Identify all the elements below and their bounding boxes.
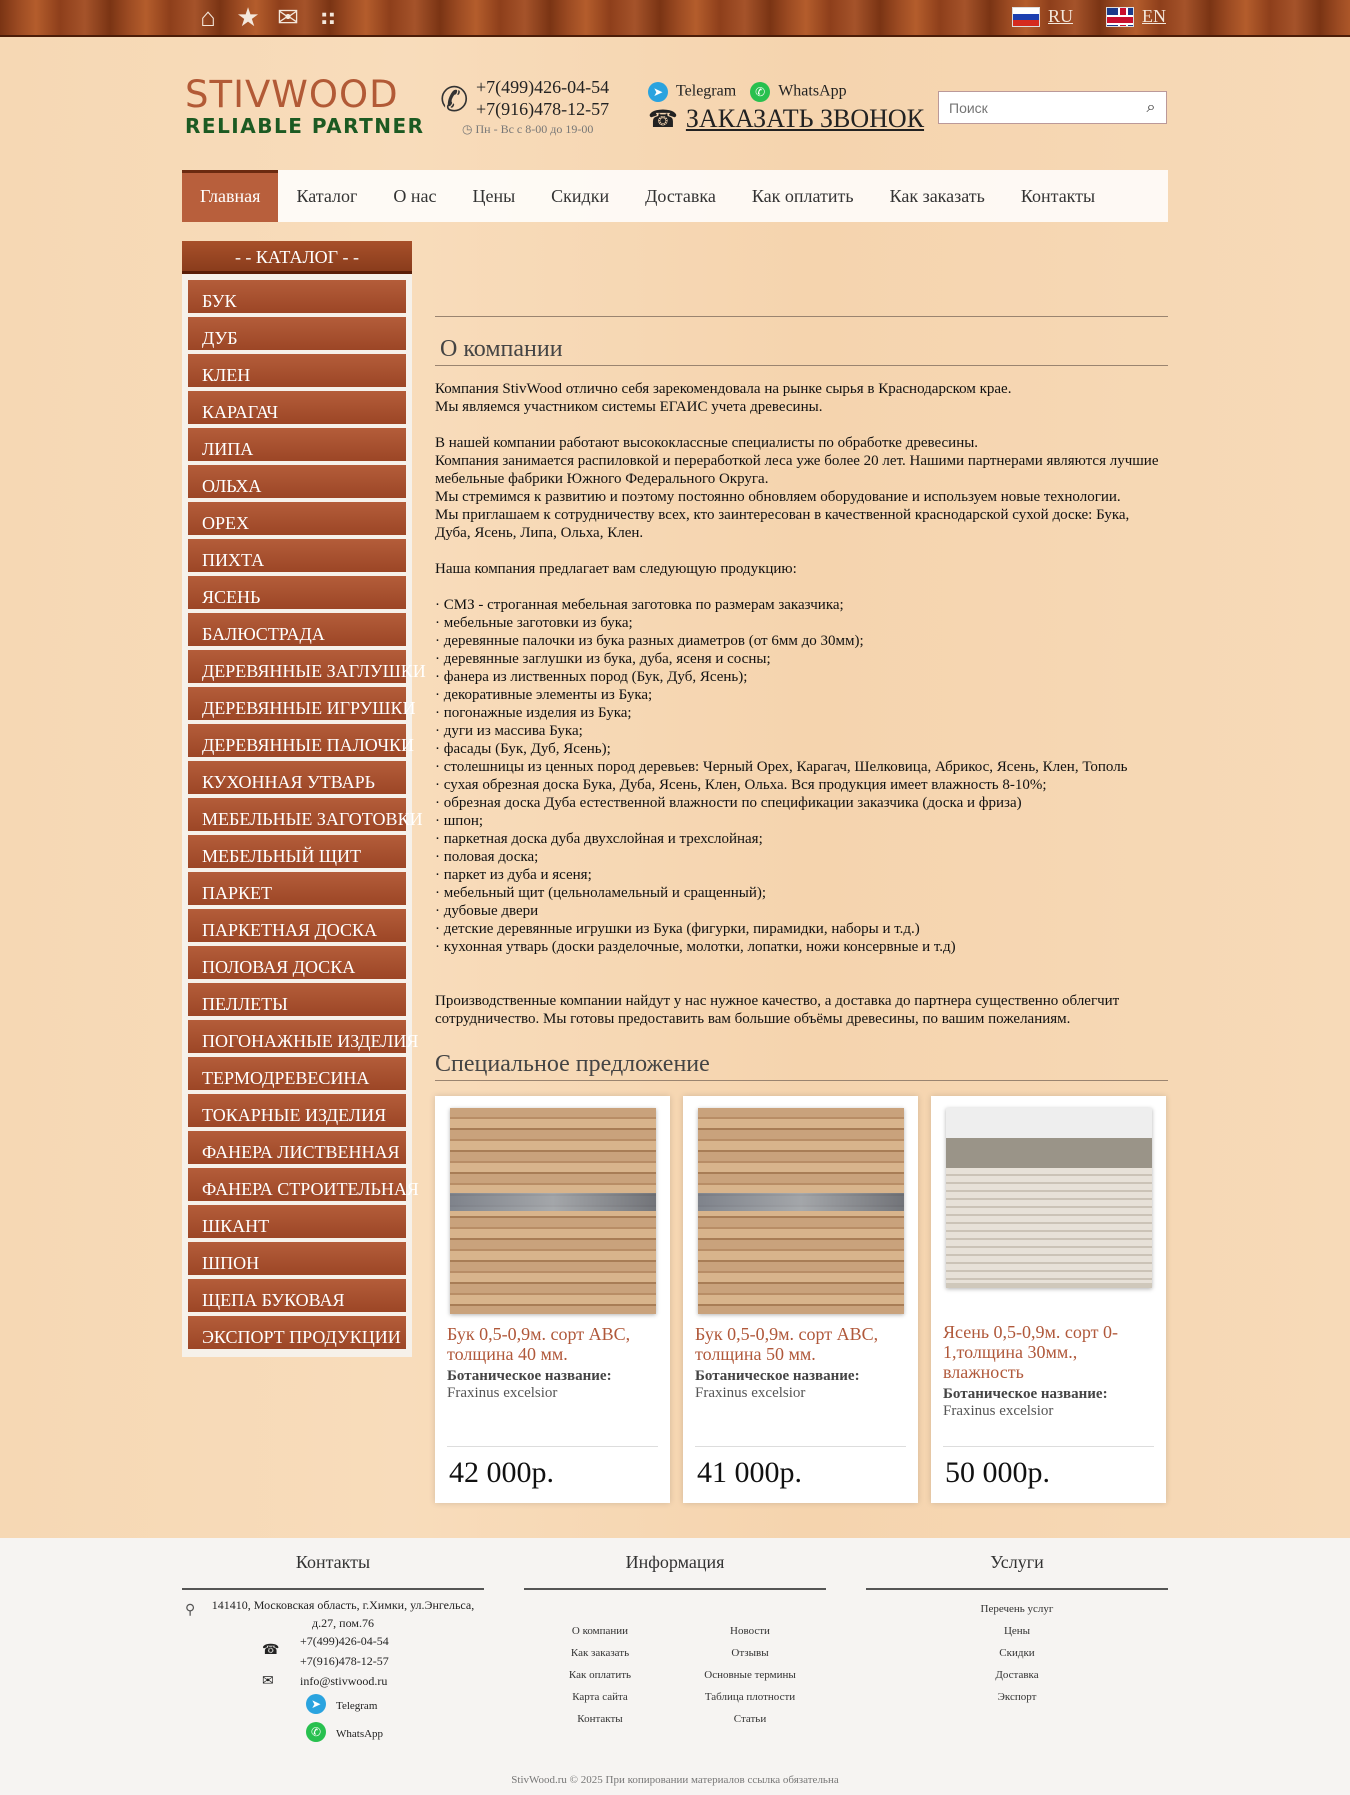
nav-how-to-pay[interactable]: Как оплатить bbox=[751, 186, 854, 206]
phone-icon: ✆ bbox=[440, 82, 469, 119]
footer-phone-1[interactable]: +7(499)426-04-54 bbox=[300, 1634, 389, 1648]
catalog-item[interactable]: ДЕРЕВЯННЫЕ ПАЛОЧКИ bbox=[188, 724, 406, 757]
footer-link[interactable]: Карта сайта bbox=[572, 1691, 628, 1703]
whatsapp-icon: ✆ bbox=[750, 82, 770, 102]
telegram-icon: ➤ bbox=[648, 82, 668, 102]
catalog-item[interactable]: ПАРКЕТНАЯ ДОСКА bbox=[188, 909, 406, 942]
catalog-item[interactable]: ЭКСПОРТ ПРОДУКЦИИ bbox=[188, 1316, 406, 1349]
about-section bbox=[435, 334, 1168, 1028]
catalog-item[interactable]: ДУБ bbox=[188, 317, 406, 350]
footer-link[interactable]: Таблица плотности bbox=[704, 1691, 796, 1703]
catalog-item[interactable]: ШПОН bbox=[188, 1242, 406, 1275]
callback-phone-icon: ☎ bbox=[648, 106, 678, 133]
logo-subtitle: RELIABLE PARTNER bbox=[185, 114, 425, 138]
about-line: · фасады (Бук, Дуб, Ясень); bbox=[435, 741, 611, 757]
catalog-item[interactable]: КАРАГАЧ bbox=[188, 391, 406, 424]
product-name[interactable]: Ясень 0,5-0,9м. сорт 0-1,толщина 30мм., влажность bbox=[943, 1322, 1119, 1382]
nav-how-to-order[interactable]: Как заказать bbox=[889, 186, 985, 206]
about-line: · деревянные палочки из бука разных диаметров (от 6мм до 30мм); bbox=[435, 633, 864, 649]
whatsapp-icon: ✆ bbox=[306, 1722, 326, 1742]
location-icon: ⚲ bbox=[185, 1603, 196, 1618]
footer-services bbox=[866, 1538, 1168, 1590]
product-card[interactable] bbox=[435, 1096, 670, 1503]
footer-link[interactable]: Как оплатить bbox=[568, 1669, 632, 1681]
catalog-item[interactable]: ЛИПА bbox=[188, 428, 406, 461]
catalog-sidebar bbox=[182, 241, 426, 1357]
footer-services-title: Услуги bbox=[866, 1552, 1168, 1590]
product-name[interactable]: Бук 0,5-0,9м. сорт АВС, толщина 50 мм. bbox=[695, 1324, 879, 1364]
catalog-item[interactable]: ПАРКЕТ bbox=[188, 872, 406, 905]
callback-block bbox=[648, 104, 924, 134]
catalog-item[interactable]: ОЛЬХА bbox=[188, 465, 406, 498]
content-divider bbox=[435, 316, 1168, 317]
botanical-label: Ботаническое название: bbox=[695, 1368, 860, 1384]
footer-link[interactable]: Скидки bbox=[999, 1647, 1035, 1659]
footer-contacts-title: Контакты bbox=[182, 1552, 484, 1590]
about-text bbox=[435, 380, 1168, 1028]
main-nav bbox=[182, 170, 1168, 222]
catalog-item[interactable]: ФАНЕРА ЛИСТВЕННАЯ bbox=[188, 1131, 406, 1164]
footer-link[interactable]: Перечень услуг bbox=[980, 1603, 1054, 1615]
about-line: Производственные компании найдут у нас нужное качество, а доставка до партнера существенно облегчит сотрудничество. Мы готовы предоставить вам большие объёмы древесины, по вашим пожеланиям. bbox=[435, 993, 1120, 1027]
search-box bbox=[938, 91, 1167, 124]
about-line: · паркетная доска дуба двухслойная и трехслойная; bbox=[435, 831, 763, 847]
footer-link[interactable]: Отзывы bbox=[731, 1647, 769, 1659]
catalog-item[interactable]: ДЕРЕВЯННЫЕ ИГРУШКИ bbox=[188, 687, 406, 720]
catalog-item[interactable]: БУК bbox=[188, 280, 406, 313]
about-line: · мебельные заготовки из бука; bbox=[435, 615, 633, 631]
footer-phone-2[interactable]: +7(916)478-12-57 bbox=[300, 1654, 389, 1668]
about-line: Мы стремимся к развитию и поэтому постоянно обновляем оборудование и используем новые технологии. bbox=[435, 489, 1121, 505]
search-icon[interactable]: ⌕ bbox=[1146, 98, 1156, 116]
footer-address: 141410, Московская область, г.Химки, ул.Энгельса, д.27, пом.76 bbox=[211, 1598, 475, 1630]
about-line: · детские деревянные игрушки из Бука (фигурки, пирамидки, наборы и т.д.) bbox=[435, 921, 920, 937]
callback-link[interactable]: ЗАКАЗАТЬ ЗВОНОК bbox=[685, 104, 925, 133]
catalog-item[interactable]: ШКАНТ bbox=[188, 1205, 406, 1238]
phone-icon: ☎ bbox=[262, 1643, 280, 1658]
telegram-link[interactable]: ➤ Telegram bbox=[648, 82, 736, 102]
copyright: StivWood.ru © 2025 При копировании материалов ссылка обязательна bbox=[511, 1774, 839, 1786]
catalog-title: - - КАТАЛОГ - - bbox=[182, 241, 412, 274]
catalog-item[interactable]: ПОЛОВАЯ ДОСКА bbox=[188, 946, 406, 979]
footer-link[interactable]: Новости bbox=[730, 1625, 770, 1637]
search-input[interactable] bbox=[939, 100, 1136, 116]
mail-icon[interactable]: ✉ bbox=[277, 3, 299, 32]
footer-link[interactable]: Основные термины bbox=[704, 1669, 796, 1681]
catalog-item[interactable]: ЩЕПА БУКОВАЯ bbox=[188, 1279, 406, 1312]
product-name[interactable]: Бук 0,5-0,9м. сорт АВС, толщина 40 мм. bbox=[447, 1324, 631, 1364]
about-line: · дубовые двери bbox=[435, 903, 539, 919]
catalog-list bbox=[182, 274, 426, 1349]
catalog-item[interactable]: ПИХТА bbox=[188, 539, 406, 572]
card-divider bbox=[447, 1446, 658, 1447]
footer-whatsapp[interactable]: WhatsApp bbox=[336, 1728, 384, 1740]
work-hours: Пн - Вс с 8-00 до 19-00 bbox=[475, 122, 594, 136]
top-bar bbox=[0, 0, 1350, 37]
footer-link[interactable]: Цены bbox=[1003, 1625, 1031, 1637]
card-divider bbox=[695, 1446, 906, 1447]
product-price: 42 000р. bbox=[449, 1456, 554, 1489]
botanical-label: Ботаническое название: bbox=[943, 1386, 1108, 1402]
lang-en[interactable] bbox=[1106, 6, 1166, 27]
footer-link[interactable]: Статьи bbox=[733, 1713, 767, 1725]
phone-2[interactable]: +7(916)478-12-57 bbox=[476, 99, 610, 119]
whatsapp-link[interactable]: ✆ WhatsApp bbox=[750, 82, 846, 102]
botanical-value: Fraxinus excelsior bbox=[695, 1385, 806, 1401]
catalog-item[interactable]: КУХОННАЯ УТВАРЬ bbox=[188, 761, 406, 794]
footer-contacts bbox=[182, 1538, 484, 1590]
footer bbox=[0, 1538, 1350, 1795]
telegram-icon: ➤ bbox=[306, 1694, 326, 1714]
nav-home[interactable]: Главная bbox=[182, 170, 278, 222]
about-line: · половая доска; bbox=[435, 849, 539, 865]
uk-flag-icon bbox=[1106, 7, 1134, 27]
paragraph-gap bbox=[435, 578, 1168, 596]
catalog-item[interactable]: ПЕЛЛЕТЫ bbox=[188, 983, 406, 1016]
catalog-item[interactable]: МЕБЕЛЬНЫЕ ЗАГОТОВКИ bbox=[188, 798, 406, 831]
clock-icon: ◷ bbox=[462, 122, 473, 136]
catalog-item[interactable]: БАЛЮСТРАДА bbox=[188, 613, 406, 646]
product-image[interactable] bbox=[450, 1108, 656, 1314]
paragraph-gap bbox=[435, 542, 1168, 560]
catalog-item[interactable]: ПОГОНАЖНЫЕ ИЗДЕЛИЯ bbox=[188, 1020, 406, 1053]
about-line: · мебельный щит (цельноламельный и сращенный); bbox=[435, 885, 767, 901]
about-line: · деревянные заглушки из бука, дуба, ясеня и сосны; bbox=[435, 651, 771, 667]
catalog-item[interactable]: ЯСЕНЬ bbox=[188, 576, 406, 609]
about-line: · сухая обрезная доска Бука, Дуба, Ясень, Клен, Ольха. Вся продукция имеет влажность 8-10%; bbox=[435, 777, 1047, 793]
catalog-item[interactable]: ТОКАРНЫЕ ИЗДЕЛИЯ bbox=[188, 1094, 406, 1127]
about-line: Мы приглашаем к сотрудничеству всех, кто заинтересован в качественной краснодарской сухой доске: Бука, Дуба, Ясень, Липа, Ольха, Клен. bbox=[435, 507, 1130, 541]
catalog-item[interactable]: ФАНЕРА СТРОИТЕЛЬНАЯ bbox=[188, 1168, 406, 1201]
nav-about[interactable]: О нас bbox=[393, 186, 437, 206]
catalog-item[interactable]: МЕБЕЛЬНЫЙ ЩИТ bbox=[188, 835, 406, 868]
catalog-item[interactable]: ОРЕХ bbox=[188, 502, 406, 535]
about-line: · паркет из дуба и ясеня; bbox=[435, 867, 592, 883]
botanical-value: Fraxinus excelsior bbox=[943, 1403, 1054, 1419]
sitemap-icon[interactable]: ⠶ bbox=[318, 3, 338, 32]
about-line: Компания занимается распиловкой и переработкой леса уже более 20 лет. Нашими партнерами являются лучшие мебельные фабрики Южного Федерального Округа. bbox=[435, 453, 1159, 487]
nav-discounts[interactable]: Скидки bbox=[551, 186, 610, 206]
lang-en-link[interactable]: EN bbox=[1142, 6, 1166, 26]
paragraph-gap bbox=[435, 956, 1168, 974]
catalog-item[interactable]: ДЕРЕВЯННЫЕ ЗАГЛУШКИ bbox=[188, 650, 406, 683]
botanical-label: Ботаническое название: bbox=[447, 1368, 612, 1384]
russia-flag-icon bbox=[1012, 7, 1040, 27]
footer-info-links-right bbox=[680, 1620, 820, 1730]
about-line: · СМЗ - строганная мебельная заготовка по размерам заказчика; bbox=[435, 597, 844, 613]
footer-telegram[interactable]: Telegram bbox=[336, 1700, 378, 1712]
home-icon[interactable]: ⌂ bbox=[200, 3, 216, 32]
nav-prices[interactable]: Цены bbox=[472, 186, 516, 206]
product-price: 41 000р. bbox=[697, 1456, 802, 1489]
botanical-value: Fraxinus excelsior bbox=[447, 1385, 558, 1401]
special-offer-title: Специальное предложение bbox=[435, 1051, 1168, 1081]
about-title: О компании bbox=[435, 334, 1168, 366]
footer-link[interactable]: Доставка bbox=[995, 1669, 1039, 1681]
product-image[interactable] bbox=[946, 1108, 1152, 1288]
about-line: Наша компания предлагает вам следующую продукцию: bbox=[435, 561, 797, 577]
about-line: · погонажные изделия из Бука; bbox=[435, 705, 632, 721]
about-line: В нашей компании работают высококлассные специалисты по обработке древесины. bbox=[435, 435, 979, 451]
card-divider bbox=[943, 1446, 1154, 1447]
paragraph-gap bbox=[435, 974, 1168, 992]
messengers bbox=[648, 82, 847, 102]
star-icon[interactable]: ★ bbox=[236, 3, 260, 32]
product-card[interactable] bbox=[931, 1096, 1166, 1503]
about-line: Компания StivWood отлично себя зарекомендовала на рынке сырья в Краснодарском крае. bbox=[435, 381, 1012, 397]
about-line: · декоративные элементы из Бука; bbox=[435, 687, 653, 703]
product-cards bbox=[435, 1096, 1168, 1503]
lang-ru-link[interactable]: RU bbox=[1048, 6, 1074, 26]
footer-link[interactable]: О компании bbox=[571, 1625, 629, 1637]
footer-link[interactable]: Экспорт bbox=[997, 1691, 1037, 1703]
footer-email[interactable]: info@stivwood.ru bbox=[300, 1674, 388, 1688]
top-icons bbox=[193, 3, 343, 33]
product-card[interactable] bbox=[683, 1096, 918, 1503]
about-line: · столешницы из ценных пород деревьев: Черный Орех, Карагач, Шелковица, Абрикос, Ясень, Клен, Тополь bbox=[435, 759, 1128, 775]
footer-info bbox=[524, 1538, 826, 1590]
product-image[interactable] bbox=[698, 1108, 904, 1314]
lang-ru[interactable] bbox=[1012, 6, 1073, 27]
about-line: · шпон; bbox=[435, 813, 484, 829]
footer-info-links-left bbox=[540, 1620, 660, 1730]
nav-catalog[interactable]: Каталог bbox=[296, 186, 358, 206]
about-line: · кухонная утварь (доски разделочные, молотки, лопатки, ножи консервные и т.д) bbox=[435, 939, 956, 955]
about-line: Мы являемся участником системы ЕГАИС учета древесины. bbox=[435, 399, 823, 415]
footer-link[interactable]: Контакты bbox=[577, 1713, 623, 1725]
product-price: 50 000р. bbox=[945, 1456, 1050, 1489]
mail-icon: ✉ bbox=[262, 1674, 274, 1689]
paragraph-gap bbox=[435, 416, 1168, 434]
footer-info-title: Информация bbox=[524, 1552, 826, 1590]
about-line: · обрезная доска Дуба естественной влажности по спецификации заказчика (доска и фриза) bbox=[435, 795, 1022, 811]
about-line: · фанера из лиственных пород (Бук, Дуб, Ясень); bbox=[435, 669, 748, 685]
phone-1[interactable]: +7(499)426-04-54 bbox=[476, 77, 610, 97]
footer-link[interactable]: Как заказать bbox=[570, 1647, 630, 1659]
catalog-item[interactable]: ТЕРМОДРЕВЕСИНА bbox=[188, 1057, 406, 1090]
logo-title: STIVWOOD bbox=[185, 73, 399, 116]
nav-delivery[interactable]: Доставка bbox=[645, 186, 716, 206]
catalog-item[interactable]: КЛЕН bbox=[188, 354, 406, 387]
footer-services-links bbox=[866, 1598, 1168, 1708]
logo[interactable] bbox=[185, 73, 425, 138]
about-line: · дуги из массива Бука; bbox=[435, 723, 583, 739]
nav-contacts[interactable]: Контакты bbox=[1020, 186, 1096, 206]
